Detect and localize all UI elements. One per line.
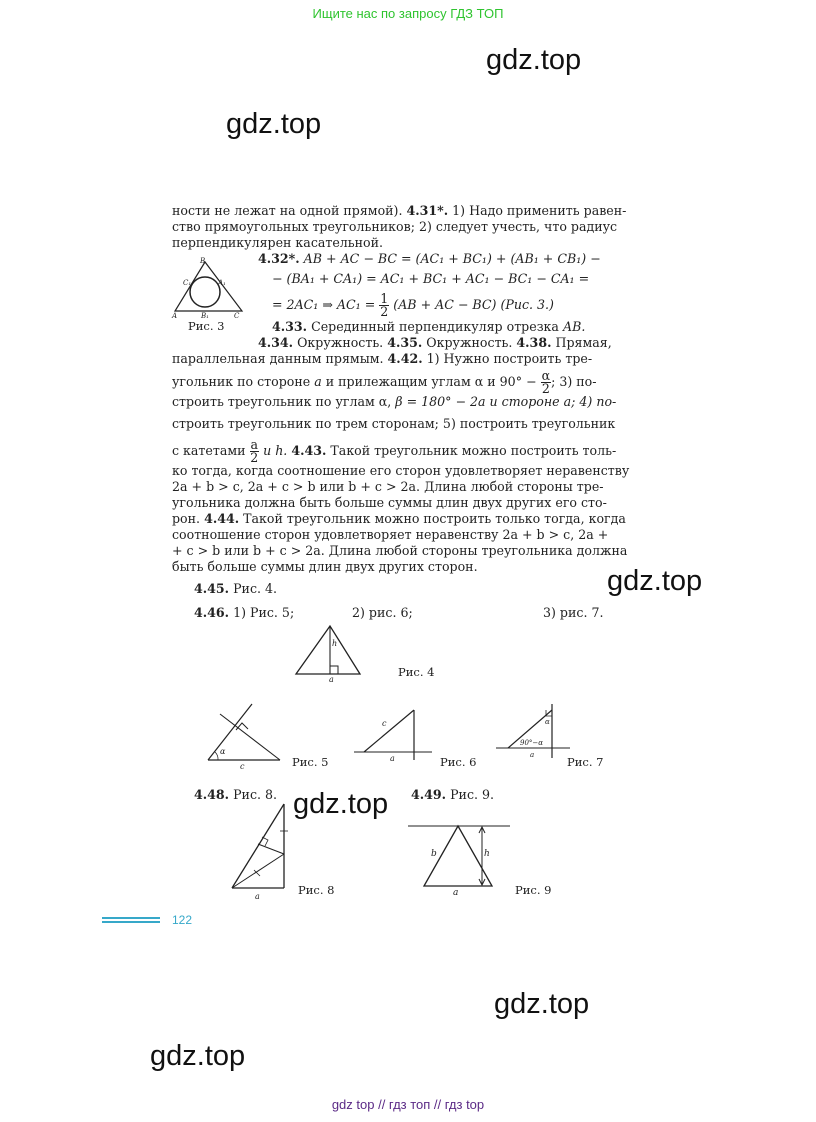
text-line: ство прямоугольных треугольников; 2) следует учесть, что радиус (172, 219, 618, 234)
text-line: строить треугольник по углам α, β = 180° − 2a и стороне a; 4) по- (172, 394, 617, 409)
text-line: перпендикулярен касательной. (172, 235, 384, 250)
fraction: $\frac{a}{2}$ (250, 437, 259, 465)
figure-5-triangle (206, 704, 286, 770)
fig8-label: a (255, 892, 260, 901)
text-line: быть больше суммы длин двух других сторон. (172, 559, 478, 574)
fig7-label: a (530, 751, 535, 759)
watermark: gdz.top (494, 988, 590, 1020)
text-line: 4.33. Серединный перпендикуляр отрезка AB. (272, 319, 586, 334)
text-line: 2) рис. 6; (352, 605, 413, 620)
text-line: с катетами $\frac{a}{2}$ и h. 4.43. Такой треугольник можно построить толь- (172, 437, 617, 465)
figure-caption: Рис. 4 (398, 665, 435, 679)
fig7-label: 90°−α (520, 739, 543, 747)
fig6-label: a (390, 754, 395, 763)
fig3-label: B (200, 257, 206, 265)
text-line: 4.32*. AB + AC − BC = (AC₁ + BC₁) + (AB₁ + CB₁) − (258, 251, 601, 266)
page-number: 122 (172, 913, 193, 927)
footer-links: gdz top // гдз топ // гдз top (331, 1097, 485, 1112)
fig9-label: h (484, 849, 490, 859)
fraction: $\frac{\alpha}{2}$ (541, 368, 551, 396)
text-line: 4.46. 1) Рис. 5; (194, 605, 295, 620)
fig5-label: α (220, 747, 226, 756)
fig5-label: c (240, 762, 245, 771)
page-number-decoration (102, 917, 160, 923)
figure-caption: Рис. 3 (188, 319, 225, 333)
text-line: 4.49. Рис. 9. (411, 787, 495, 802)
text-line: = 2AC₁ ⇒ AC₁ = $\frac{1}{2}$ (AB + AC − BC) (Рис. 3.) (272, 291, 554, 319)
figure-caption: Рис. 6 (440, 755, 477, 769)
text-line: соотношение сторон удовлетворяет неравенству 2a + b > c, 2a + (172, 527, 609, 542)
text-line: + c > b или b + c > 2a. Длина любой стороны треугольника должна (172, 543, 628, 558)
fig4-label: h (332, 639, 338, 648)
watermark: gdz.top (293, 788, 389, 820)
figure-4-triangle-altitude (292, 624, 362, 686)
fig3-label: A₁ (218, 279, 226, 287)
watermark: gdz.top (150, 1040, 246, 1072)
text-line: 4.45. Рис. 4. (194, 581, 278, 596)
fig4-label: a (329, 675, 334, 684)
figure-caption: Рис. 8 (298, 883, 335, 897)
text-line: ко тогда, когда соотношение его сторон удовлетворяет неравенству (172, 463, 630, 478)
text-line: угольника должна быть больше суммы длин двух других его сто- (172, 495, 607, 510)
text-line: рон. 4.44. Такой треугольник можно построить только тогда, когда (172, 511, 626, 526)
figure-caption: Рис. 9 (515, 883, 552, 897)
fig3-label: C₁ (183, 279, 192, 287)
figure-caption: Рис. 7 (567, 755, 604, 769)
figure-7-right-triangle (496, 704, 574, 760)
text-line: ности не лежат на одной прямой). 4.31*. 1) Надо применить равен- (172, 203, 627, 218)
text-line: − (BA₁ + CA₁) = AC₁ + BC₁ + AC₁ − BC₁ − CA₁ = (272, 271, 590, 286)
watermark: gdz.top (486, 44, 582, 76)
figure-3-triangle-incircle (170, 256, 250, 318)
text-line: параллельная данным прямым. 4.42. 1) Нужно построить тре- (172, 351, 593, 366)
figure-8-triangle (228, 804, 292, 900)
text-line: 4.34. Окружность. 4.35. Окружность. 4.38. Прямая, (258, 335, 612, 350)
watermark: gdz.top (607, 565, 703, 597)
text-line: 4.48. Рис. 8. (194, 787, 278, 802)
watermark: gdz.top (226, 108, 322, 140)
fig3-label: C (234, 312, 240, 320)
fraction: $\frac{1}{2}$ (380, 291, 389, 319)
text-line: 3) рис. 7. (543, 605, 604, 620)
text-line: строить треугольник по трем сторонам; 5) построить треугольник (172, 416, 616, 431)
text-line: угольник по стороне a и прилежащим углам α и 90° − $\frac{\alpha}{2}$ ; 3) по- (172, 368, 597, 396)
figure-6-right-triangle (354, 710, 434, 762)
fig9-label: a (453, 888, 459, 898)
text-line: 2a + b > c, 2a + c > b или b + c > 2a. Длина любой стороны тре- (172, 479, 604, 494)
fig9-label: b (431, 849, 437, 859)
figure-caption: Рис. 5 (292, 755, 329, 769)
fig3-label: A (172, 312, 178, 320)
fig7-label: α (545, 718, 550, 726)
fig3-label: B₁ (201, 312, 209, 320)
figure-9-triangle-parallels (408, 824, 512, 896)
search-banner: Ищите нас по запросу ГДЗ ТОП (312, 6, 504, 21)
fig6-label: c (382, 719, 387, 728)
